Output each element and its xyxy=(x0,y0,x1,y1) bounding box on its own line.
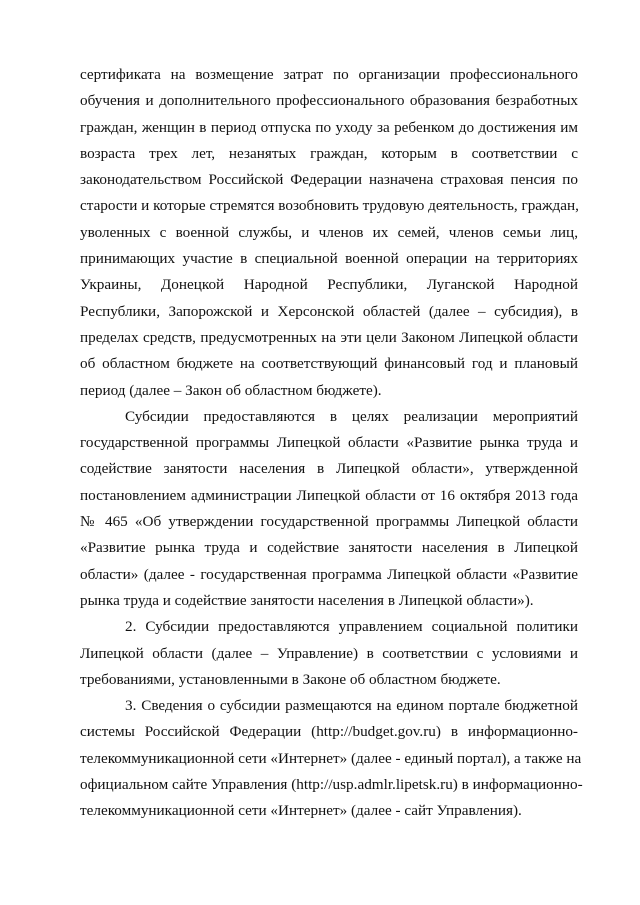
text-line: законодательством Российской Федерации назначена страховая пенсия по xyxy=(80,171,578,189)
text-line: возраста трех лет, незанятых граждан, которым в соответствии с xyxy=(80,144,578,162)
text-line: обучения и дополнительного профессионального образования безработных xyxy=(80,92,578,110)
text-line: государственной программы Липецкой области «Развитие рынка труда и xyxy=(80,434,578,452)
text-line: сертификата на возмещение затрат по организации профессионального xyxy=(80,66,578,83)
text-line: телекоммуникационной сети «Интернет» (далее - сайт Управления). xyxy=(80,802,522,820)
text-line: «Развитие рынка труда и содействие занятости населения в Липецкой xyxy=(80,539,578,557)
text-line: период (далее – Закон об областном бюджете). xyxy=(80,381,382,399)
text-line: рынка труда и содействие занятости населения в Липецкой области»). xyxy=(80,591,534,609)
text-line: 3. Сведения о субсидии размещаются на едином портале бюджетной xyxy=(125,697,578,715)
text-line: пределах средств, предусмотренных на эти цели Законом Липецкой области xyxy=(80,328,578,346)
text-line: телекоммуникационной сети «Интернет» (далее - единый портал), а также на xyxy=(80,749,582,767)
text-line: старости и которые стремятся возобновить трудовую деятельность, граждан, xyxy=(80,197,579,215)
text-line: 2. Субсидии предоставляются управлением социальной политики xyxy=(125,618,578,636)
text-line: принимающих участие в специальной военной операции на территориях xyxy=(80,250,578,268)
text-line: об областном бюджете на соответствующий финансовый год и плановый xyxy=(80,355,578,373)
paragraph-1 xyxy=(80,62,578,404)
text-line: системы Российской Федерации (http://budget.gov.ru) в информационно- xyxy=(80,723,578,741)
text-line: Республики, Запорожской и Херсонской областей (далее – субсидия), в xyxy=(80,302,578,320)
text-line: требованиями, установленными в Законе об областном бюджете. xyxy=(80,670,501,688)
text-line: № 465 «Об утверждении государственной программы Липецкой области xyxy=(80,513,578,531)
text-line: содействие занятости населения в Липецкой области», утвержденной xyxy=(80,460,578,478)
paragraph-4 xyxy=(80,693,583,824)
text-line: граждан, женщин в период отпуска по уходу за ребенком до достижения им xyxy=(80,118,578,136)
text-line: постановлением администрации Липецкой области от 16 октября 2013 года xyxy=(80,486,578,504)
paragraph-3 xyxy=(80,614,578,693)
text-line: официальном сайте Управления (http://usp.admlr.lipetsk.ru) в информационно- xyxy=(80,776,583,794)
text-line: уволенных с военной службы, и членов их семей, членов семьи лиц, xyxy=(80,223,578,241)
text-line: области» (далее - государственная программа Липецкой области «Развитие xyxy=(80,565,578,583)
text-line: Украины, Донецкой Народной Республики, Луганской Народной xyxy=(80,276,578,294)
text-line: Субсидии предоставляются в целях реализации мероприятий xyxy=(125,407,578,425)
text-line: Липецкой области (далее – Управление) в соответствии с условиями и xyxy=(80,644,578,662)
paragraph-2 xyxy=(80,404,578,614)
document-body xyxy=(80,62,583,825)
